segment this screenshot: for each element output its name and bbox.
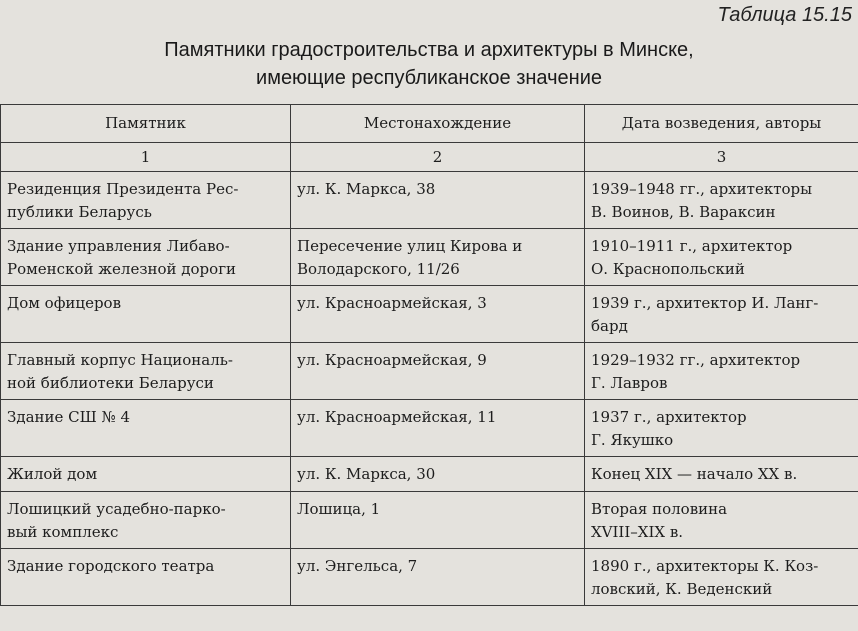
column-number-row [1,143,858,172]
monument-cell: Здание городского театра [1,549,291,606]
date-cell: 1939–1948 гг., архитекторы В. Воинов, В. Вараксин [585,172,858,229]
location-cell: ул. Энгельса, 7 [291,549,585,606]
location-cell: ул. Красноармейская, 9 [291,343,585,400]
location-cell: ул. К. Маркса, 30 [291,457,585,492]
monument-cell: Здание СШ № 4 [1,400,291,457]
location-cell: Лошица, 1 [291,492,585,549]
column-number: 1 [1,143,291,172]
column-header-location: Местонахождение [291,105,585,143]
table-row [1,492,858,549]
date-cell: 1939 г., архитектор И. Ланг- бард [585,286,858,343]
table-header-row [1,105,858,143]
table-number-label: Таблица 15.15 [717,4,852,26]
monument-cell: Жилой дом [1,457,291,492]
table-title-line-1: Памятники градостроительства и архитектуры в Минске, [164,39,694,61]
column-number: 3 [585,143,858,172]
monument-cell: Главный корпус Националь- ной библиотеки Беларуси [1,343,291,400]
column-number: 2 [291,143,585,172]
table-row [1,549,858,606]
location-cell: Пересечение улиц Кирова и Володарского, 11/26 [291,229,585,286]
table-row [1,229,858,286]
monument-cell: Лошицкий усадебно-парко- вый комплекс [1,492,291,549]
column-header-date: Дата возведения, авторы [585,105,858,143]
location-cell: ул. К. Маркса, 38 [291,172,585,229]
table-title-line-2: имеющие республиканское значение [256,67,602,89]
date-cell: 1929–1932 гг., архитектор Г. Лавров [585,343,858,400]
monument-cell: Резиденция Президента Рес- публики Беларусь [1,172,291,229]
date-cell: 1937 г., архитектор Г. Якушко [585,400,858,457]
table-row [1,286,858,343]
date-cell: 1890 г., архитекторы К. Коз- ловский, К. Веденский [585,549,858,606]
table-row [1,343,858,400]
location-cell: ул. Красноармейская, 11 [291,400,585,457]
table-title [0,36,858,92]
table-row [1,457,858,492]
table-row [1,400,858,457]
monument-cell: Здание управления Либаво- Роменской железной дороги [1,229,291,286]
date-cell: Вторая половина XVIII–XIX в. [585,492,858,549]
table-row [1,172,858,229]
monument-cell: Дом офицеров [1,286,291,343]
date-cell: Конец XIX — начало XX в. [585,457,858,492]
location-cell: ул. Красноармейская, 3 [291,286,585,343]
column-header-monument: Памятник [1,105,291,143]
date-cell: 1910–1911 г., архитектор О. Краснопольский [585,229,858,286]
monuments-table [0,104,858,606]
